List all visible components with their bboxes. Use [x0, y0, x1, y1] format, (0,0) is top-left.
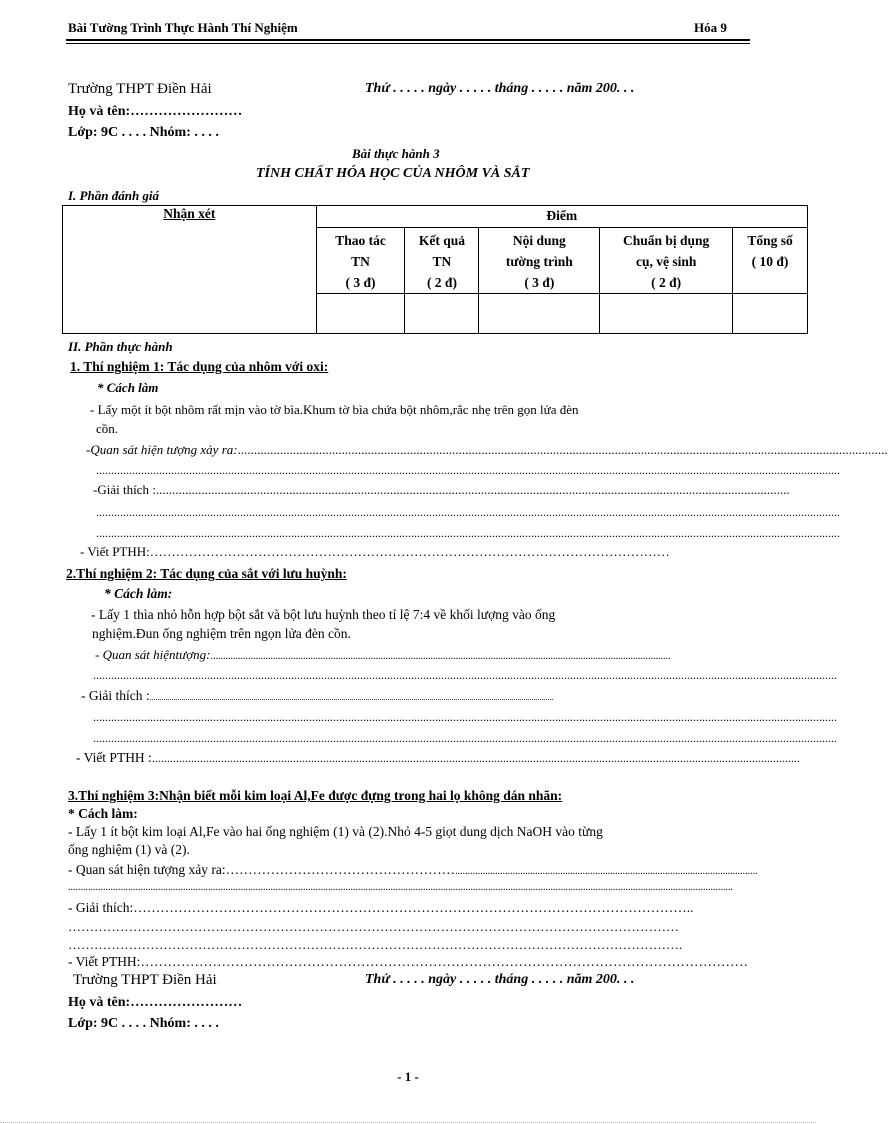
exp3-observe: - Quan sát hiện tượng xảy ra:……………………………………………......................................................................................................................... [68, 862, 758, 877]
exp2-explain: - Giải thích :.......................................................................................................................................................................................................... [81, 688, 554, 703]
col-noi-dung: Nội dung tường trình ( 3 đ) [479, 228, 600, 294]
col-ket-qua: Kết quả TN ( 2 đ) [405, 228, 479, 294]
header-rule-thin [66, 43, 750, 44]
exp1-answer-line[interactable]: ........................................................................................................................................................................................................................................................ [96, 463, 840, 477]
page-number: - 1 - [397, 1069, 419, 1084]
exp2-observe: - Quan sát hiệntượng:........................................................................................................................................................................................ [95, 647, 671, 662]
exp1-answer-line[interactable]: ........................................................................................................................................................................................................................................................ [96, 505, 840, 519]
header-title: Bài Tường Trình Thực Hành Thí Nghiệm [68, 20, 298, 35]
exp3-method-line2: ống nghiệm (1) và (2). [68, 842, 190, 857]
student-name-field-2: Họ và tên:…………………… [68, 995, 243, 1010]
assessment-table [62, 205, 808, 334]
exp2-answer-line[interactable]: ........................................................................................................................................................................................................................................................ [93, 668, 837, 682]
col-tong-so: Tổng số ( 10 đ) [733, 228, 808, 294]
exp2-answer-line[interactable]: ........................................................................................................................................................................................................................................................ [93, 731, 837, 745]
score-header: Điểm [316, 206, 807, 228]
comment-header: Nhận xét [163, 206, 216, 221]
exp2-equation: - Viết PTHH :........................................................................................................................................................................................................................ [76, 750, 800, 765]
class-group-field: Lớp: 9C . . . . Nhóm: . . . . [68, 125, 219, 140]
exp3-answer-line[interactable]: …………………………………………………………………………………………………………………………… [68, 919, 679, 934]
exp3-method-label: * Cách làm: [68, 806, 138, 821]
score-cell-2[interactable] [405, 294, 479, 334]
comment-cell [63, 206, 317, 334]
exp1-method-label: * Cách làm [97, 380, 159, 395]
school-name-2: Trường THPT Điền Hải [73, 972, 217, 988]
exp3-explain: - Giải thích:…………………………………………………………………………………………………………….. [68, 900, 694, 915]
score-cell-3[interactable] [479, 294, 600, 334]
exp3-answer-line[interactable]: .......................................................................................................................................................................................................................................................................... [68, 882, 733, 893]
col-thao-tac: Thao tác TN ( 3 đ) [316, 228, 405, 294]
exp1-title: 1. Thí nghiệm 1: Tác dụng của nhôm với oxi: [70, 359, 329, 374]
header-subject: Hóa 9 [694, 20, 727, 35]
class-group-field-2: Lớp: 9C . . . . Nhóm: . . . . [68, 1016, 219, 1031]
exp1-observe: -Quan sát hiện tượng xảy ra:........................................................................................................................................................................................................ [86, 442, 888, 457]
score-cell-1[interactable] [316, 294, 405, 334]
col-chuan-bi: Chuẩn bị dụng cụ, vệ sinh ( 2 đ) [600, 228, 733, 294]
exp2-title: 2.Thí nghiệm 2: Tác dụng của sắt với lưu huỳnh: [66, 566, 347, 581]
exp1-equation: - Viết PTHH:………………………………………………………………………………………………………… [80, 544, 670, 559]
exp1-method-line1: - Lấy một ít bột nhôm rất mịn vào tờ bìa.Khum tờ bìa chứa bột nhôm,rắc nhẹ trên gọn lửa đèn [90, 402, 579, 417]
score-cell-5[interactable] [733, 294, 808, 334]
exp2-answer-line[interactable]: ........................................................................................................................................................................................................................................................ [93, 710, 837, 724]
school-name: Trường THPT Điền Hải [68, 81, 212, 97]
exp3-answer-line[interactable]: ……………………………………………………………………………………………………………………………. [68, 937, 683, 952]
exp2-method-label: * Cách làm: [104, 586, 173, 601]
section2-title: II. Phần thực hành [68, 339, 173, 354]
lesson-number: Bài thực hành 3 [352, 146, 440, 161]
date-line: Thứ . . . . . ngày . . . . . tháng . . . . . năm 200. . . [365, 81, 635, 96]
exp2-method-line2: nghiệm.Đun ống nghiệm trên ngọn lửa đèn cồn. [92, 626, 351, 641]
exp1-method-line2: cồn. [96, 421, 119, 436]
lesson-title: TÍNH CHẤT HÓA HỌC CỦA NHÔM VÀ SẮT [256, 166, 530, 181]
exp2-method-line1: - Lấy 1 thìa nhỏ hỗn hợp bột sắt và bột lưu huỳnh theo tỉ lệ 7:4 về khối lượng vào ống [91, 607, 556, 622]
exp1-explain: -Giải thích :................................................................................................................................................................................................... [93, 482, 790, 497]
header-rule-thick [66, 39, 750, 41]
student-name-field: Họ và tên:…………………… [68, 104, 243, 119]
exp3-equation: - Viết PTHH:……………………………………………………………………………………………………………………… [68, 954, 748, 969]
date-line-2: Thứ . . . . . ngày . . . . . tháng . . . . . năm 200. . . [365, 972, 635, 987]
exp1-answer-line[interactable]: ........................................................................................................................................................................................................................................................ [96, 526, 840, 540]
exp3-title: 3.Thí nghiệm 3:Nhận biết mỗi kim loại Al,Fe được đựng trong hai lọ không dán nhãn: [68, 788, 563, 803]
score-cell-4[interactable] [600, 294, 733, 334]
section1-title: I. Phần đánh giá [68, 188, 160, 203]
exp3-method-line1: - Lấy 1 ít bột kim loại Al,Fe vào hai ống nghiệm (1) và (2).Nhỏ 4-5 giọt dung dịch NaOH vào từng [68, 824, 603, 839]
